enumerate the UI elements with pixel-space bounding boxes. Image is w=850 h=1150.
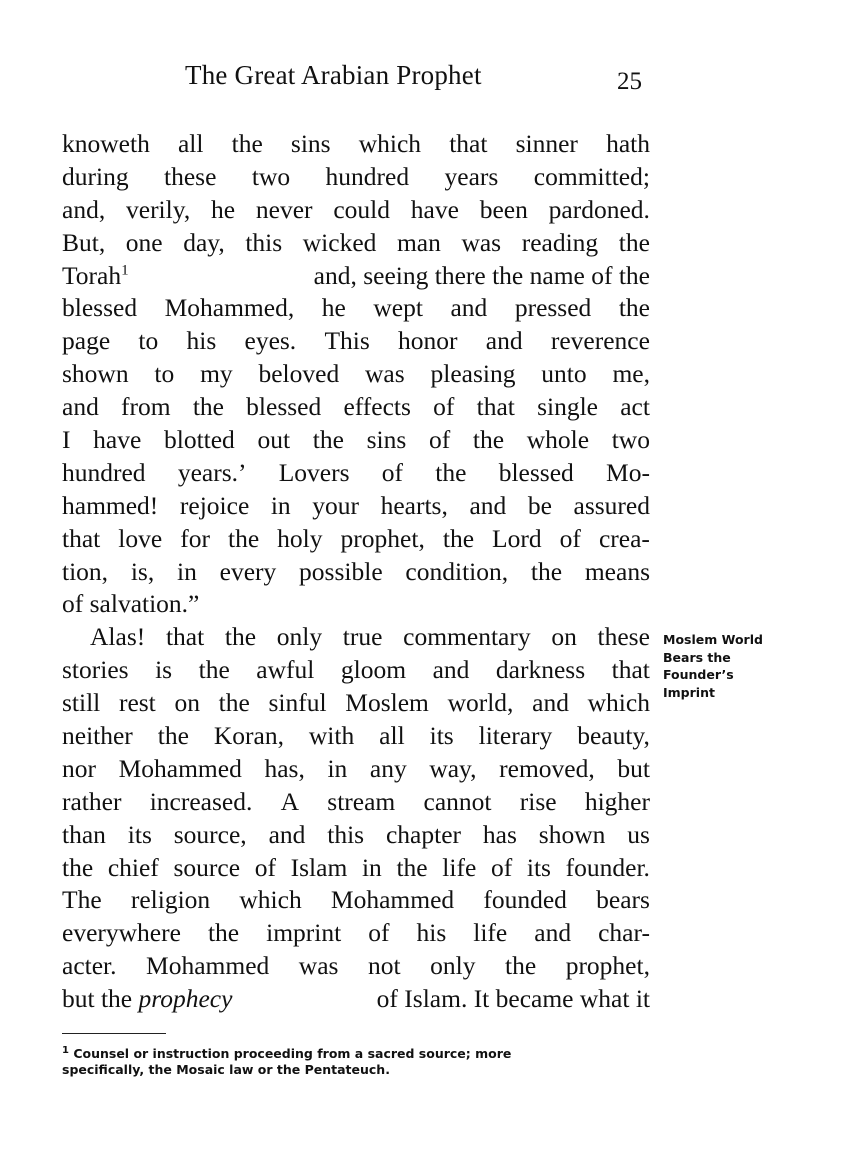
- word: of: [381, 457, 404, 487]
- word: two: [611, 425, 650, 455]
- word: never: [255, 194, 313, 224]
- word: of: [559, 523, 581, 553]
- text-line: [62, 556, 650, 589]
- footnote-line: specifically, the Mosaic law or the Pentateuch.: [62, 1062, 390, 1077]
- word: its: [526, 852, 551, 882]
- word: out: [257, 425, 291, 455]
- word: my: [200, 359, 233, 389]
- word: sins: [366, 425, 407, 455]
- paragraph: [62, 621, 650, 1016]
- paragraph: [62, 128, 650, 621]
- text-line: [62, 391, 650, 424]
- text-line: [62, 128, 650, 161]
- word: literary: [478, 721, 553, 751]
- word: honor: [398, 326, 458, 356]
- word: not: [368, 951, 401, 981]
- word: have: [93, 425, 142, 455]
- word: chapter: [385, 819, 462, 849]
- word: wept: [373, 293, 423, 323]
- word: sinner: [515, 129, 578, 158]
- text-line-with-italic: [62, 983, 650, 1016]
- word: he: [211, 194, 236, 224]
- word: Lovers: [278, 457, 350, 487]
- word: every: [219, 556, 277, 586]
- word: hath: [606, 129, 650, 158]
- word: Mohammed: [146, 951, 270, 981]
- text-line: [62, 687, 650, 720]
- word: in: [361, 852, 382, 882]
- word: pressed: [514, 293, 592, 323]
- text-line: [62, 786, 650, 819]
- word: hundred: [325, 161, 410, 191]
- word: in: [327, 753, 348, 783]
- word: eyes.: [244, 326, 297, 356]
- word: of: [428, 425, 451, 455]
- word: your: [312, 490, 360, 520]
- word: and: [450, 293, 488, 323]
- word: the: [618, 227, 650, 257]
- word: the: [192, 392, 224, 422]
- word: prophet,: [565, 951, 650, 981]
- word: that: [165, 622, 205, 652]
- word: removed,: [499, 753, 595, 783]
- word: all: [379, 721, 405, 751]
- footnote-text: $^1$ Counsel or instruction proceeding from a sacred source; more: [62, 1044, 512, 1061]
- word: effects: [343, 392, 411, 422]
- word: stream: [327, 786, 396, 816]
- word: was: [461, 227, 502, 257]
- word: its: [127, 819, 152, 849]
- word: knoweth: [62, 129, 150, 158]
- word: rejoice: [179, 490, 250, 520]
- word: verily,: [126, 194, 191, 224]
- word: for: [180, 523, 210, 553]
- word: me,: [612, 359, 650, 389]
- word: and: [268, 819, 306, 849]
- text-line: [62, 424, 650, 457]
- word: act: [620, 392, 650, 422]
- text-line-with-footnote: [62, 260, 650, 293]
- word: the: [442, 523, 475, 553]
- running-head: The Great Arabian Prophet: [185, 60, 482, 90]
- word: gloom: [340, 655, 407, 685]
- word: the: [218, 688, 250, 718]
- text-line: [62, 852, 650, 885]
- word: that: [62, 523, 101, 553]
- text-line: [62, 654, 650, 687]
- word: whole: [526, 425, 590, 455]
- text-line: [62, 358, 650, 391]
- text-line: [62, 457, 650, 490]
- word: blessed: [246, 392, 322, 422]
- word: man: [396, 227, 441, 257]
- text-fragment: but the prophecy: [62, 984, 233, 1014]
- text-line: [62, 753, 650, 786]
- word: Mohammed: [330, 885, 455, 915]
- word: during: [62, 161, 129, 191]
- word: one: [125, 227, 163, 257]
- word: is,: [130, 556, 155, 586]
- word: that: [449, 129, 488, 158]
- word: is: [155, 655, 173, 685]
- word: his: [416, 918, 447, 948]
- word: still: [62, 688, 101, 718]
- margin-sidenote: Moslem World Bears the Founder’s Imprint: [663, 632, 763, 700]
- italic-word: prophecy: [138, 984, 233, 1014]
- word: this: [245, 227, 283, 257]
- word: cannot: [423, 786, 492, 816]
- word: to: [138, 326, 159, 356]
- word: Mo-: [606, 457, 650, 487]
- word: unto: [541, 359, 587, 389]
- word: years.’: [177, 457, 247, 487]
- word: holy: [277, 523, 323, 553]
- word: which: [358, 129, 422, 158]
- word: the: [227, 523, 260, 553]
- word: the: [396, 852, 428, 882]
- text-line: [62, 621, 650, 654]
- word: But,: [62, 227, 106, 257]
- word: that: [476, 392, 515, 422]
- word: This: [324, 326, 370, 356]
- word: the: [224, 622, 257, 652]
- word: have: [410, 194, 459, 224]
- word: all: [177, 129, 204, 158]
- word: the: [231, 129, 263, 158]
- word: bears: [596, 885, 650, 915]
- word: and: [469, 490, 507, 520]
- word: and: [485, 326, 523, 356]
- text-line: of salvation.”: [62, 589, 200, 619]
- word: shown: [62, 359, 129, 389]
- footnote-reference: 1: [121, 262, 129, 279]
- word: awful: [256, 655, 315, 685]
- word: two: [251, 161, 291, 191]
- word: blotted: [163, 425, 235, 455]
- footnote-line: [62, 1046, 652, 1062]
- word: was: [298, 951, 339, 981]
- footnote-mark: 1: [62, 1044, 69, 1056]
- word: which: [239, 885, 302, 915]
- word: but: [617, 753, 650, 783]
- page-number: 25: [617, 68, 642, 95]
- word: blessed: [498, 457, 574, 487]
- word: Mohammed,: [164, 293, 295, 323]
- word: the: [207, 918, 240, 948]
- word: pardoned.: [548, 194, 650, 224]
- word: hundred: [62, 457, 146, 487]
- word: tion,: [62, 556, 109, 586]
- text-line: [62, 292, 650, 325]
- word: be: [527, 490, 552, 520]
- word: wicked: [302, 227, 377, 257]
- word: his: [186, 326, 217, 356]
- word: pleasing: [430, 359, 516, 389]
- word: rather: [62, 786, 122, 816]
- word: hammed!: [62, 490, 159, 520]
- word: the: [62, 852, 94, 882]
- word: only: [276, 622, 323, 652]
- word: from: [121, 392, 171, 422]
- word: on: [551, 622, 577, 652]
- word: and: [62, 392, 99, 422]
- word: higher: [584, 786, 650, 816]
- word: true: [342, 622, 383, 652]
- text-line: [62, 227, 650, 260]
- word: than: [62, 819, 106, 849]
- word: and: [532, 688, 569, 718]
- word: rise: [519, 786, 557, 816]
- word: and,: [62, 194, 106, 224]
- word: Mohammed: [118, 753, 242, 783]
- word: with: [308, 721, 355, 751]
- word: us: [627, 819, 650, 849]
- word: world,: [447, 688, 514, 718]
- word: everywhere: [62, 918, 181, 948]
- word: he: [321, 293, 346, 323]
- word: source: [173, 852, 241, 882]
- word: commentary: [403, 622, 531, 652]
- word: life: [473, 918, 508, 948]
- text-line: [62, 884, 650, 917]
- word: chief: [107, 852, 159, 882]
- word: the: [505, 951, 537, 981]
- text-line: [62, 523, 650, 556]
- word: the: [472, 425, 505, 455]
- word: this: [327, 819, 365, 849]
- word: been: [479, 194, 528, 224]
- word: rest: [118, 688, 156, 718]
- word: only: [430, 951, 476, 981]
- text-line: [62, 917, 650, 950]
- word: the: [618, 293, 650, 323]
- word: that: [611, 655, 650, 685]
- footnote: [62, 1046, 652, 1078]
- word: reverence: [550, 326, 650, 356]
- word: has,: [264, 753, 305, 783]
- word: means: [584, 556, 650, 586]
- word: years: [444, 161, 499, 191]
- word: The: [62, 885, 102, 915]
- word: possible: [299, 556, 383, 586]
- word: in: [177, 556, 197, 586]
- word: Moslem: [345, 688, 429, 718]
- word: I: [62, 425, 71, 455]
- word: A: [280, 786, 300, 816]
- text-line: [62, 194, 650, 227]
- word: committed;: [533, 161, 650, 191]
- footnote-rule: [62, 1033, 166, 1034]
- word: day,: [183, 227, 225, 257]
- word: way,: [429, 753, 477, 783]
- word: founded: [483, 885, 567, 915]
- text-line: [62, 325, 650, 358]
- word: shown: [538, 819, 606, 849]
- word: reading: [521, 227, 599, 257]
- text-line-rest: and, seeing there the name of the: [313, 260, 650, 290]
- word: neither: [62, 721, 133, 751]
- word: to: [154, 359, 175, 389]
- word: Lord: [492, 523, 542, 553]
- text-line: [62, 490, 650, 523]
- word: the: [312, 425, 344, 455]
- word: religion: [130, 885, 211, 915]
- word: single: [537, 392, 598, 422]
- word: source,: [173, 819, 247, 849]
- word: love: [118, 523, 163, 553]
- word: condition,: [405, 556, 509, 586]
- text-line: [62, 161, 650, 194]
- word: sinful: [268, 688, 327, 718]
- body-text: [62, 128, 650, 1016]
- word: blessed: [62, 293, 138, 323]
- torah-word: Torah$^1$: [62, 260, 129, 290]
- word: the: [530, 556, 563, 586]
- word: these: [164, 161, 217, 191]
- word: prophet,: [340, 523, 425, 553]
- word: and: [432, 655, 470, 685]
- word: hearts,: [380, 490, 448, 520]
- word: the: [157, 721, 189, 751]
- word: of: [368, 918, 390, 948]
- word: char-: [598, 918, 650, 948]
- word: increased.: [149, 786, 253, 816]
- text-line: [62, 720, 650, 753]
- word: the: [198, 655, 230, 685]
- word: was: [365, 359, 405, 389]
- word: Alas!: [90, 622, 146, 652]
- text-line: [62, 950, 650, 983]
- word: acter.: [62, 951, 117, 981]
- word: any: [369, 753, 407, 783]
- word: and: [534, 918, 572, 948]
- text-line-rest: of Islam. It became what it: [376, 984, 650, 1014]
- word: assured: [573, 490, 650, 520]
- word: stories: [62, 655, 129, 685]
- word: Islam: [290, 852, 348, 882]
- word: Koran,: [213, 721, 284, 751]
- text-line: [62, 819, 650, 852]
- word: the: [435, 457, 467, 487]
- word: beloved: [258, 359, 340, 389]
- word: sins: [290, 129, 331, 158]
- word: of: [490, 852, 513, 882]
- word: on: [174, 688, 200, 718]
- word: beauty,: [577, 721, 650, 751]
- word: could: [333, 194, 390, 224]
- word: crea-: [598, 523, 650, 553]
- word: darkness: [495, 655, 586, 685]
- word: founder.: [565, 852, 650, 882]
- word: has: [482, 819, 517, 849]
- word: its: [429, 721, 454, 751]
- word: which: [587, 688, 650, 718]
- word: of: [433, 392, 455, 422]
- word: in: [270, 490, 291, 520]
- word: these: [597, 622, 650, 652]
- word: nor: [62, 753, 96, 783]
- word: of: [254, 852, 276, 882]
- word: imprint: [266, 918, 342, 948]
- word: page: [62, 326, 111, 356]
- word: life: [442, 852, 477, 882]
